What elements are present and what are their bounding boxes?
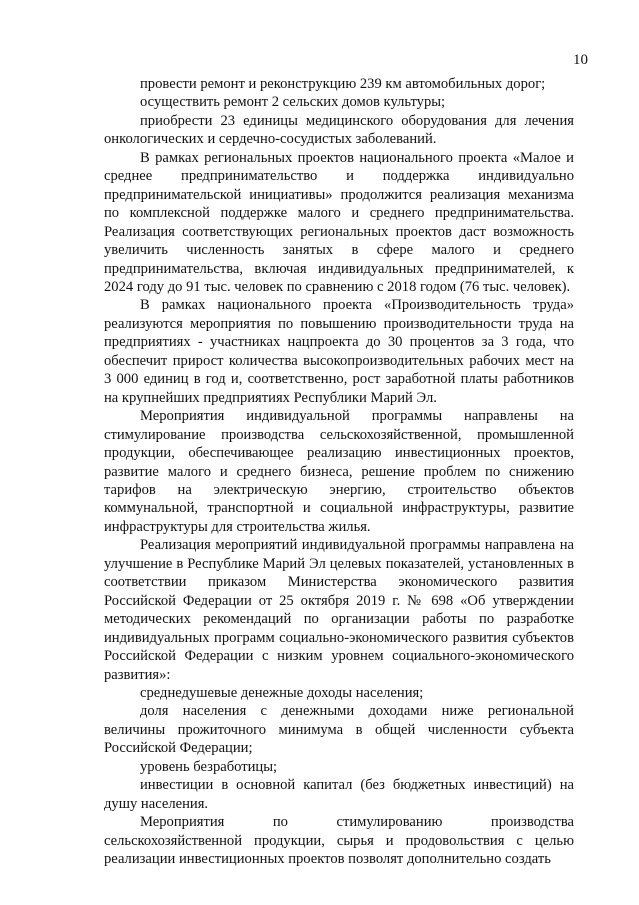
paragraph-productivity: В рамках национального проекта «Производительность труда» реализуются мероприятия по повышению производительности труда на предприятиях - участниках нацпроекта до 30 процентов за 3 года, что обеспечит прирост количества высокопроизводительных рабочих мест на 3 000 единиц в год и, соответственно, рост заработной платы работников на крупнейших предприятиях Республики Марий Эл.: [104, 297, 574, 406]
list-item-income: среднедушевые денежные доходы населения;: [140, 684, 424, 701]
page-number: 10: [573, 52, 588, 68]
document-body: [104, 75, 574, 868]
paragraph-agriculture: Мероприятия по стимулированию производства сельскохозяйственной продукции, сырья и продовольствия с целью реализации инвестиционных проектов позволят дополнительно создать: [104, 814, 574, 868]
paragraph-small-business: В рамках региональных проектов национального проекта «Малое и среднее предпринимательство и поддержка индивидуально предпринимательской инициативы» продолжится реализация механизма по комплексной поддержке малого и среднего предпринимательства. Реализация соответствующих региональных проектов даст возможность увеличить численность занятых в сфере малого и среднего предпринимательства, включая индивидуальных предпринимателей, к 2024 году до 91 тыс. человек по сравнению с 2018 годом (76 тыс. человек).: [104, 149, 574, 295]
paragraph-culture-houses: осуществить ремонт 2 сельских домов культуры;: [140, 94, 446, 111]
list-item-investment: инвестиции в основной капитал (без бюджетных инвестиций) на душу населения.: [104, 777, 574, 812]
paragraph-program-measures: Мероприятия индивидуальной программы направлены на стимулирование производства сельскохозяйственной, промышленной продукции, обеспечивающее реализацию инвестиционных проектов, развитие малого и среднего бизнеса, решение проблем по снижению тарифов на электрическую энергию, строительство объектов коммунальной, транспортной и социальной инфраструктуры, развитие инфраструктуры для строительства жилья.: [104, 408, 574, 535]
paragraph-medical-equipment: приобрести 23 единицы медицинского оборудования для лечения онкологических и сердечно-сосудистых заболеваний.: [104, 112, 574, 148]
list-item-poverty-share: доля населения с денежными доходами ниже региональной величины прожиточного минимума в общей численности субъекта Российской Федерации;: [104, 703, 574, 757]
list-item-unemployment: уровень безработицы;: [140, 758, 278, 775]
paragraph-target-indicators: Реализация мероприятий индивидуальной программы направлена на улучшение в Республике Марий Эл целевых показателей, установленных в соответствии приказом Министерства экономического развития Российской Федерации от 25 октября 2019 г. № 698 «Об утверждении методических рекомендаций по организации работы по разработке индивидуальных программ социально-экономического развития субъектов Российской Федерации с низким уровнем социального-экономического развития»:: [104, 537, 574, 683]
paragraph-roads: провести ремонт и реконструкцию 239 км автомобильных дорог;: [140, 76, 546, 92]
